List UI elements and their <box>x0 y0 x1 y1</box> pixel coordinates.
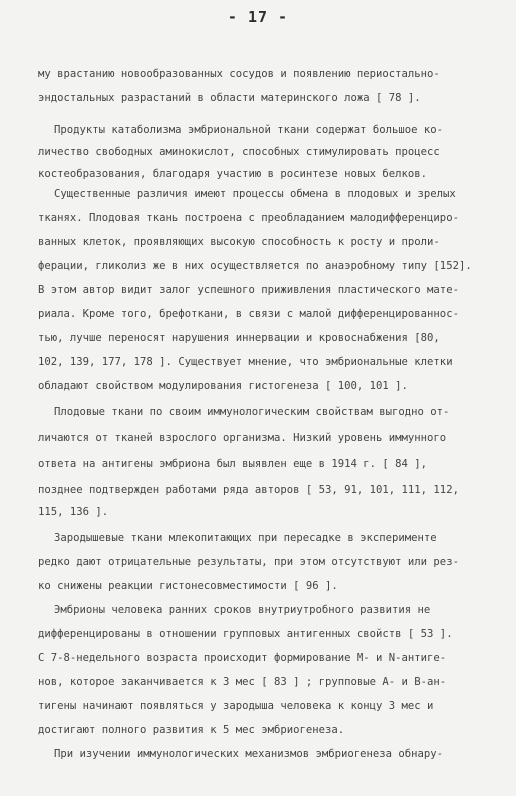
text-line: личество свободных аминокислот, способных стимулировать процесс <box>38 146 440 158</box>
text-line: Зародышевые ткани млекопитающих при пересадке в эксперименте <box>54 532 437 544</box>
text-line: костеобразования, благодаря участию в росинтезе новых белков. <box>38 168 428 180</box>
text-line: риала. Кроме того, брефоткани, в связи с малой дифференцированнос- <box>38 308 459 320</box>
text-line: ферации, гликолиз же в них осуществляется по анаэробному типу [152]. <box>38 260 472 272</box>
text-line: Продукты катаболизма эмбриональной ткани содержат большое ко- <box>54 124 444 136</box>
text-line: му врастанию новообразованных сосудов и появлению периостально- <box>38 68 440 80</box>
text-line: редко дают отрицательные результаты, при этом отсутствуют или рез- <box>38 556 459 568</box>
text-line: В этом автор видит залог успешного приживления пластического мате- <box>38 284 459 296</box>
text-line: 102, 139, 177, 178 ]. Существует мнение, что эмбриональные клетки <box>38 356 453 368</box>
text-line: тью, лучше переносят нарушения иннервации и кровоснабжения [80, <box>38 332 440 344</box>
page-number: - 17 - <box>227 8 289 26</box>
text-line: нов, которое заканчивается к 3 мес [ 83 ] ; групповые А- и В-ан- <box>38 676 447 688</box>
text-line: Эмбрионы человека ранних сроков внутриутробного развития не <box>54 604 431 616</box>
text-line: тканях. Плодовая ткань построена с преобладанием малодифференциро- <box>38 212 459 224</box>
text-line: ко снижены реакции гистонесовместимости [ 96 ]. <box>38 580 338 592</box>
text-line: позднее подтвержден работами ряда авторов [ 53, 91, 101, 111, 112, <box>38 484 459 496</box>
text-line: С 7-8-недельного возраста происходит формирование М- и N-антиге- <box>38 652 447 664</box>
text-line: дифференцированы в отношении групповых антигенных свойств [ 53 ]. <box>38 628 453 640</box>
text-line: достигают полного развития к 5 мес эмбриогенеза. <box>38 724 345 736</box>
text-line: Плодовые ткани по своим иммунологическим свойствам выгодно от- <box>54 406 450 418</box>
text-line: личаются от тканей взрослого организма. Низкий уровень иммунного <box>38 432 447 444</box>
text-line: тигены начинают появляться у зародыша человека к концу 3 мес и <box>38 700 434 712</box>
text-line: ванных клеток, проявляющих высокую способность к росту и проли- <box>38 236 440 248</box>
text-line: ответа на антигены эмбриона был выявлен еще в 1914 г. [ 84 ], <box>38 458 428 470</box>
text-line: эндостальных разрастаний в области материнского ложа [ 78 ]. <box>38 92 421 104</box>
text-line: обладают свойством модулирования гистогенеза [ 100, 101 ]. <box>38 380 408 392</box>
text-line: Существенные различия имеют процессы обмена в плодовых и зрелых <box>54 188 456 200</box>
text-line: При изучении иммунологических механизмов эмбриогенеза обнару- <box>54 748 444 760</box>
text-line: 115, 136 ]. <box>38 506 109 518</box>
